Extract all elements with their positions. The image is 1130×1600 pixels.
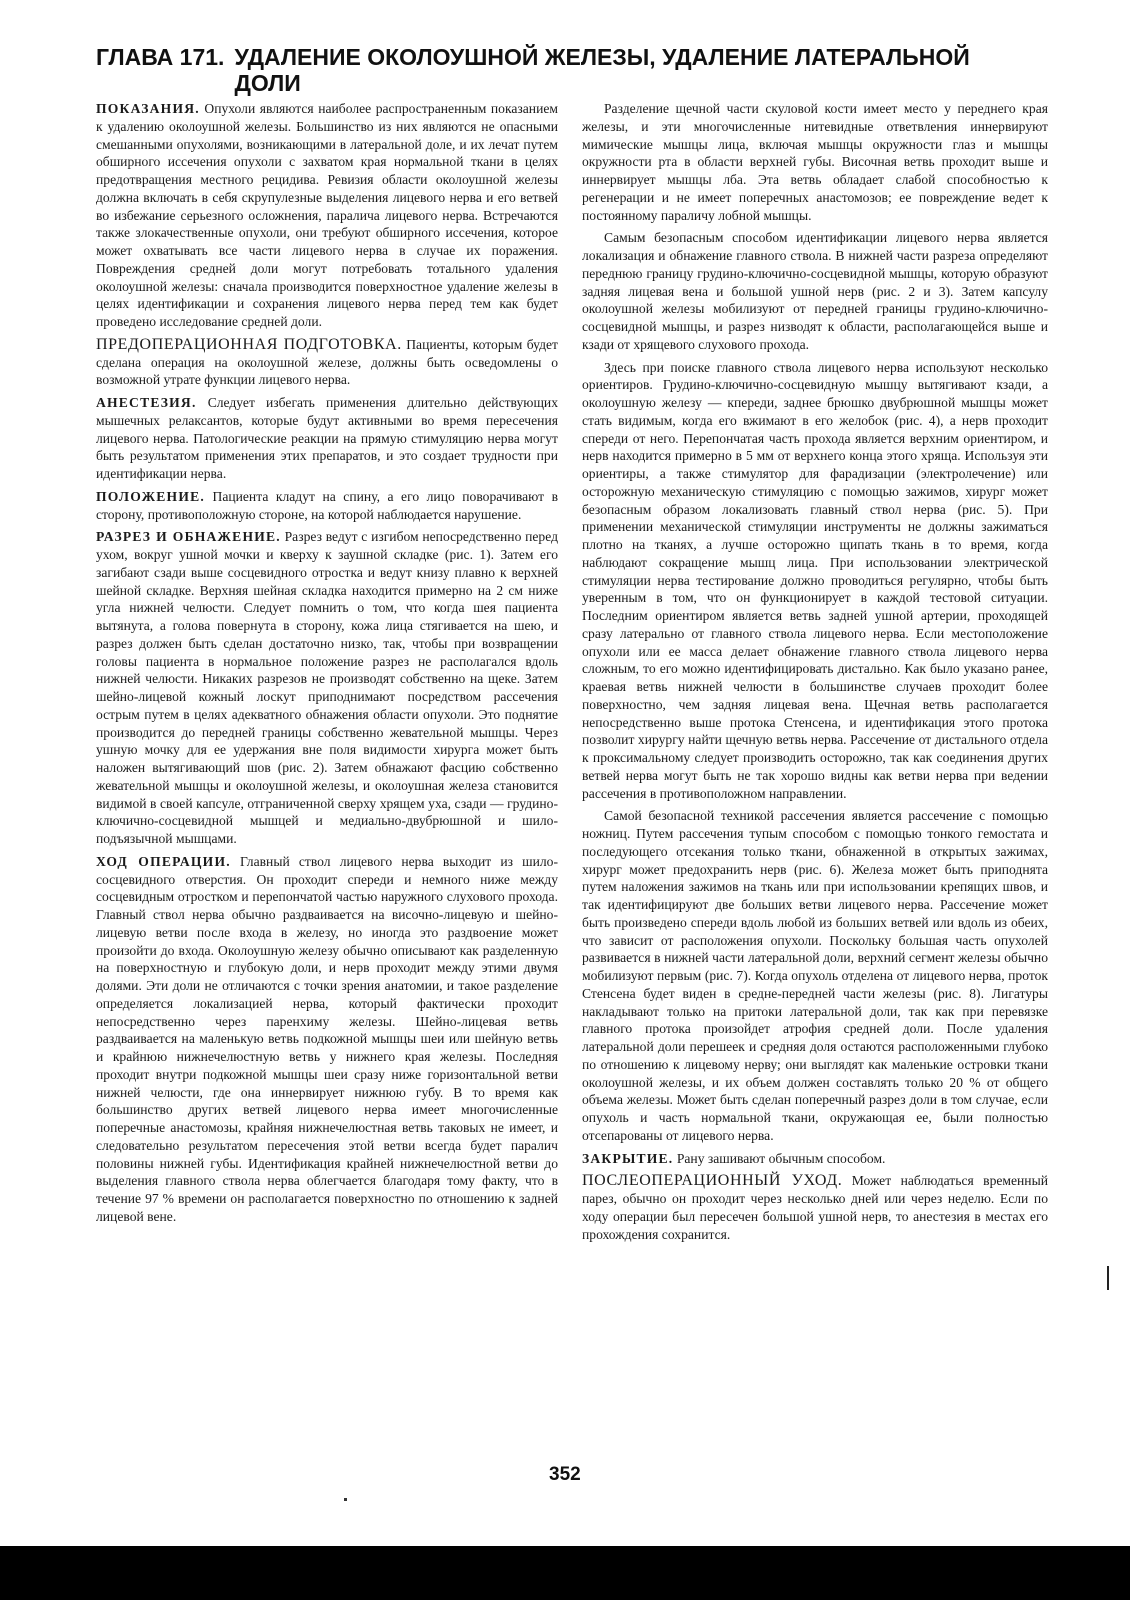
section-heading: ЗАКРЫТИЕ.: [582, 1150, 674, 1166]
chapter-title: УДАЛЕНИЕ ОКОЛОУШНОЙ ЖЕЛЕЗЫ, УДАЛЕНИЕ ЛАТЕРАЛЬНОЙ ДОЛИ: [234, 44, 970, 96]
left-column: [96, 100, 558, 1231]
page-number: 352: [549, 1464, 581, 1485]
section-text: Разрез ведут с изгибом непосредственно перед ухом, вокруг ушной мочки и кверху к заушной складке (рис. 1). Затем его загибают сзади выше сосцевидного отростка и ведут книзу плавно к верхней шейной складке. Верхняя шейная складка находится примерно на 2 см ниже угла нижней челюсти. Следует помнить о том, что когда шея пациента вытянута, а голова повернута в сторону, кожа лица стягивается на шею, и разрез должен быть сделан достаточно низко, так, чтобы при возвращении головы пациента в нормальное положение разрез не располагался вдоль нижней челюсти. Никаких разрезов не производят собственно на щеке. Затем шейно-лицевой кожный лоскут приподнимают посредством рассечения острым путем в целях адекватного обнажения области опухоли. Это поднятие производится до передней границы собственно жевательной мышцы. Через ушную мочку для ее удержания вне поля видимости хирурга может быть наложен вытягивающий шов (рис. 2). Затем обнажают фасцию собственно жевательной мышцы и околоушной железы, и околоушная железа становится видимой в своей капсуле, отграниченной сверху хрящем уха, сзади — грудино-ключично-сосцевидной мышцей и медиально-двубрюшной и шило-подъязычной мышцами.: [96, 529, 558, 846]
section-text: Пациента кладут на спину, а его лицо поворачивают в сторону, противоположную стороне, на которой наблюдается нарушение.: [96, 488, 559, 522]
section-text: Рану зашивают обычным способом.: [676, 1150, 886, 1166]
paragraph: Здесь при поиске главного ствола лицевого нерва используют несколько ориентиров. Грудино-ключично-сосцевидную мышцу вытягивают кзади, а околоушную железу — кпереди, заднее брюшко двубрюшной мышцы может стать видимым, когда его вжимают в его желобок (рис. 4), а нерв проходит спереди от него. Перепончатая часть прохода является верхним ориентиром, и нерв находится примерно в 5 мм от верхнего конца этого хряща. Используя эти ориентиры, а также стимулятор для фарадизации (электролечение) или осторожную механическую стимуляцию с помощью зажимов, хирург может безопасным образом локализовать главный ствол нерва (рис. 5). При применении механической стимуляции инструменты не должны зажиматься плотно на тканях, а лучше осторожно щипать ткань в то время, когда наблюдают сокращение мышц лица. При использовании электрической стимуляции нерва тестирование должно проводиться регулярно, чтобы быть уверенным в том, что он функционирует в каждой тестовой ситуации. Последним ориентиром является ветвь задней ушной артерии, проходящей сразу латерально от главного ствола лицевого нерва. Если местоположение опухоли или ее масса делает обнажение главного ствола лицевого нерва сложным, то его можно идентифицировать дистально. Как было указано ранее, краевая ветвь нижней челюсти в большинстве случаев проходит более поверхностно, чем задняя лицевая вена. Щечная ветвь располагается непосредственно выше протока Стенсена, и идентификация этого протока позволит хирургу найти щечную ветвь нерва. Рассечение от дистального отдела к проксимальному следует производить осторожно, так как соединения других ветвей нерва могут быть не так хорошо видны как ветви нерва при ведении рассечения в противоположном направлении.: [582, 359, 1048, 801]
section-text: Может наблюдаться временный парез, обычно он проходит через несколько дней или через неделю. Если по ходу операции был пересечен большой ушной нерв, то анестезия в местах его прохождения сохранится.: [582, 1173, 1048, 1242]
margin-mark: [1107, 1266, 1109, 1290]
chapter-heading: [96, 44, 996, 96]
section-preop: [96, 336, 558, 389]
section-heading: РАЗРЕЗ И ОБНАЖЕНИЕ.: [96, 529, 281, 545]
section-incision: [96, 528, 558, 848]
section-heading: ХОД ОПЕРАЦИИ.: [96, 853, 231, 869]
section-text: Следует избегать применения длительно действующих мышечных релаксантов, которые будут активными во время пересечения лицевого нерва. Патологические реакции на прямую стимуляцию нерва могут быть результатом применения этих препаратов, и это создает трудности при идентификации нерва.: [96, 395, 558, 481]
chapter-number: ГЛАВА 171.: [96, 44, 225, 70]
section-postop: [582, 1172, 1048, 1243]
section-indications: [96, 100, 558, 331]
section-heading: ПОКАЗАНИЯ.: [96, 101, 200, 116]
right-column: [582, 100, 1048, 1248]
section-text: Пациенты, которым будет сделана операция на околоушной железе, должны быть осведомлены о возможной утрате функции лицевого нерва.: [96, 336, 558, 388]
section-heading: АНЕСТЕЗИЯ.: [96, 395, 197, 410]
section-heading: ПОЛОЖЕНИЕ.: [96, 488, 205, 504]
section-heading: ПРЕДОПЕРАЦИОННАЯ ПОДГОТОВКА.: [96, 335, 402, 353]
section-position: [96, 488, 558, 524]
section-closure: [582, 1150, 1048, 1168]
paragraph: Самым безопасным способом идентификации лицевого нерва является локализация и обнажение главного ствола. В нижней части разреза определяют переднюю границу грудино-ключично-сосцевидной мышцы, которую образуют задняя лицевая вена и большой ушной нерв (рис. 2 и 3). Затем капсулу околоушной железы мобилизуют от передней границы грудино-ключично-сосцевидной мышцы, и разрез низводят к области, располагающейся выше и кзади от хрящевого слухового прохода.: [582, 230, 1048, 352]
section-heading: ПОСЛЕОПЕРАЦИОННЫЙ УХОД.: [582, 1172, 843, 1190]
scan-speck: [344, 1498, 347, 1501]
section-text: Опухоли являются наиболее распространенным показанием к удалению околоушной железы. Большинство из них являются не опасными смешанными опухолями, возникающими в латеральной доле, и их лечат путем обширного иссечения опухоли с захватом края нормальной ткани в целях предотвращения местного рецидива. Ревизия области околоушной железы должна включать в себя скрупулезные выделения лицевого нерва и его ветвей во избежание серьезного осложнения, паралича лицевого нерва. Встречаются также злокачественные опухоли, они требуют обширного иссечения, которое может охватывать все части лицевого нерва в случае их поражения. Повреждения средней доли могут потребовать тотального удаления околоушной железы: сначала производится поверхностное удаление железы в целях идентификации и сохранения лицевого нерва перед тем как будет проведено исследование средней доли.: [96, 101, 558, 329]
paragraph: Разделение щечной части скуловой кости имеет место у переднего края железы, и эти многочисленные нитевидные ответвления иннервируют мимические мышцы лица, включая мышцы окружности глаз и мышцы окружности рта в области верхней губы. Височная ветвь проходит выше и иннервирует мышцы лба. Эта ветвь обладает слабой способностью к регенерации и не имеет поперечных анастомозов; ее повреждение ведет к постоянному параличу лобной мышцы.: [582, 101, 1048, 223]
section-text: Главный ствол лицевого нерва выходит из шило-сосцевидного отверстия. Он проходит спереди и немного ниже между сосцевидным отростком и перепончатой частью наружного слухового прохода. Главный ствол нерва обычно раздваивается на височно-лицевую и шейно-лицевую ветви после входа в железу, но иногда это раздвоение может произойти до входа. Околоушную железу обычно описывают как разделенную на поверхностную и глубокую доли, и нерв проходит между этими двумя долями. Эти доли не отличаются с точки зрения анатомии, и такое разделение определяется локализацией нерва, который фактически проходит непосредственно через паренхиму железы. Шейно-лицевая ветвь раздваивается на маленькую ветвь подкожной мышцы шеи или шейную ветвь и крайнюю нижнечелюстную ветвь у нижнего края железы. Последняя проходит внутри подкожной мышцы шеи сразу ниже горизонтальной ветви нижней челюсти, где она иннервирует нижнюю губу. В то время как большинство других ветвей лицевого нерва имеет многочисленные поперечные анастомозы, крайняя нижнечелюстная ветвь таковых не имеет, и следовательно результатом пересечения этой ветви всегда будет паралич половины нижней губы. Идентификация крайней нижнечелюстной ветви до выделения главного ствола нерва облегчается благодаря тому факту, что в течение 97 % времени он располагается поверхностно по отношению к задней лицевой вене.: [96, 853, 558, 1224]
scan-border: [0, 1546, 1130, 1600]
paragraph: Самой безопасной техникой рассечения является рассечение с помощью ножниц. Путем рассечения тупым способом с помощью тонкого гемостата и последующего отсекания только ткани, обнаженной в открытых зажимах, хирург может предохранить нерв (рис. 6). Железа может быть приподнята путем наложения зажимов на ткань или при использовании крепящих швов, и так идентифицируют две больших ветви лицевого нерва. Рассечение может быть произведено спереди вдоль любой из больших ветвей или вдоль из обеих, что зависит от расположения опухоли. Поскольку большая часть опухолей развивается в нижней части латеральной доли, верхний сегмент железы обычно мобилизуют первым (рис. 7). Когда опухоль отделена от лицевого нерва, проток Стенсена будет виден в средне-передней части железы (рис. 8). Лигатуры накладывают только на притоки латеральной доли, так как при перевязке главного протока произойдет атрофия средней доли. После удаления латеральной доли перешеек и средняя доля остаются расположенными глубоко по отношению к лицевому нерву; они выглядят как маленькие островки ткани околоушной железы, и их объем должен составлять только 20 % от общего объема железы. Может быть сделан поперечный разрез доли в том случае, если опухоль и часть нормальной ткани, окружающая ее, были полностью отсепарованы от лицевого нерва.: [582, 808, 1048, 1143]
section-anesthesia: [96, 394, 558, 483]
section-operation: [96, 853, 558, 1226]
